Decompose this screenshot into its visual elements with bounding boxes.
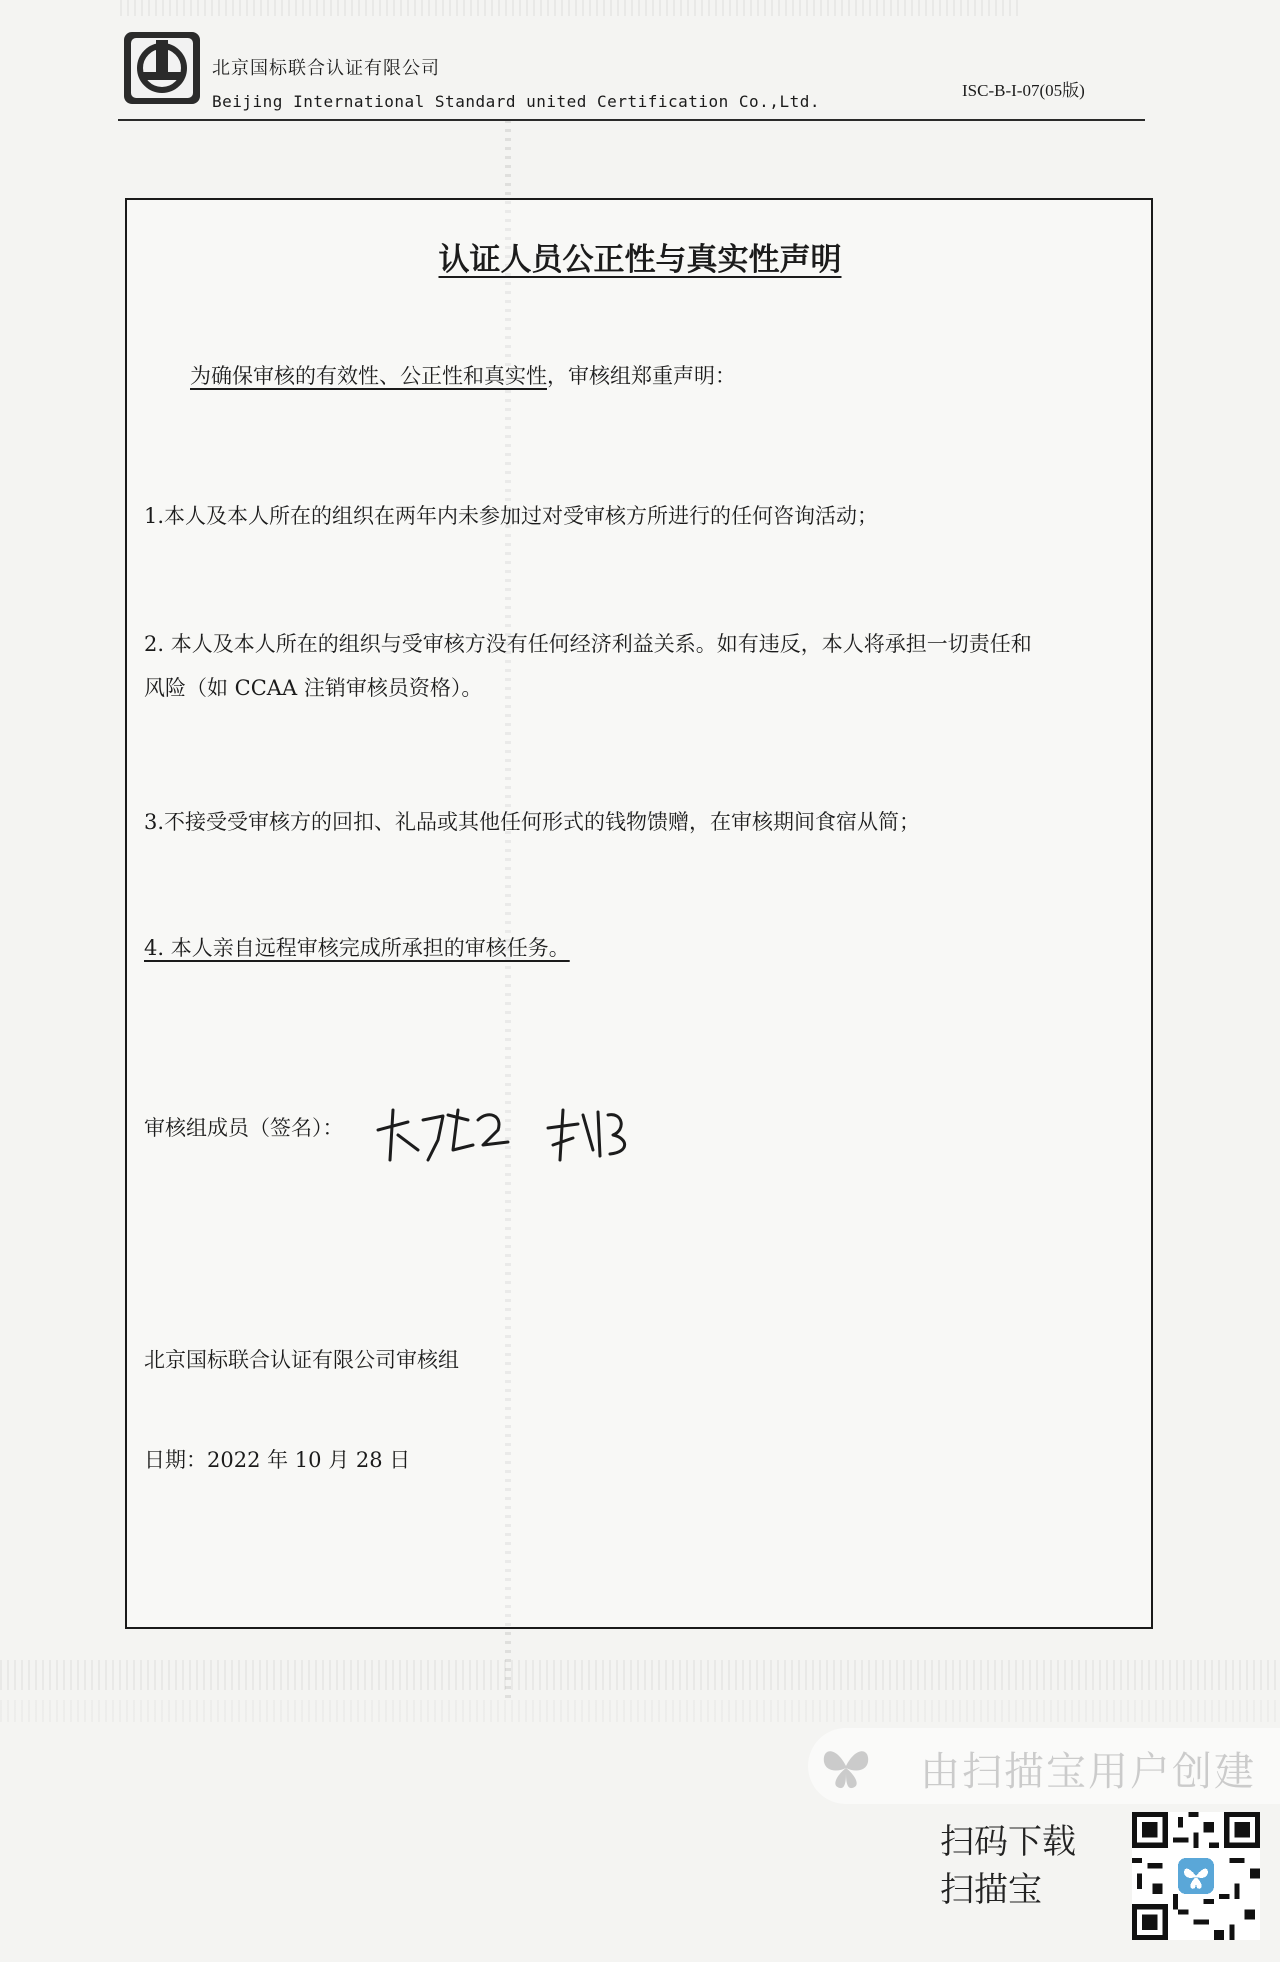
declaration-item-2-line-1: 2. 本人及本人所在的组织与受审核方没有任何经济利益关系。如有违反，本人将承担一切责任和 <box>144 632 1032 656</box>
company-name-en: Beijing International Standard united Certification Co.,Ltd. <box>212 92 820 111</box>
intro-rest: ，审核组郑重声明： <box>547 364 736 388</box>
declaration-item-2-line-2: 风险（如 CCAA 注销审核员资格）。 <box>144 676 483 700</box>
download-prompt <box>940 1818 1076 1914</box>
qr-code-icon[interactable] <box>1132 1812 1260 1940</box>
declaration-item-3: 3.不接受受审核方的回扣、礼品或其他任何形式的钱物馈赠，在审核期间食宿从简； <box>144 810 921 834</box>
intro-underlined: 为确保审核的有效性、公正性和真实性 <box>190 364 547 388</box>
download-prompt-line-2: 扫描宝 <box>940 1870 1042 1910</box>
download-prompt-line-1: 扫码下载 <box>940 1822 1076 1862</box>
handwritten-signature <box>368 1090 668 1170</box>
header-divider <box>118 119 1145 121</box>
butterfly-icon <box>818 1738 874 1794</box>
company-logo-icon <box>122 28 202 108</box>
declaration-item-4: 4. 本人亲自远程审核完成所承担的审核任务。 <box>144 936 570 960</box>
intro-paragraph <box>190 354 736 398</box>
watermark-text: 由扫描宝用户创建 <box>920 1749 1256 1795</box>
organization-line: 北京国标联合认证有限公司审核组 <box>144 1348 459 1372</box>
document-code: ISC-B-I-07(05版) <box>962 81 1085 100</box>
company-name-cn: 北京国标联合认证有限公司 <box>212 58 440 79</box>
date-line: 日期：2022 年 10 月 28 日 <box>144 1448 411 1472</box>
declaration-item-1: 1.本人及本人所在的组织在两年内未参加过对受审核方所进行的任何咨询活动； <box>144 504 879 528</box>
declaration-frame <box>125 198 1153 1629</box>
document-title: 认证人员公正性与真实性声明 <box>438 242 842 278</box>
signature-label: 审核组成员（签名）： <box>144 1116 344 1140</box>
